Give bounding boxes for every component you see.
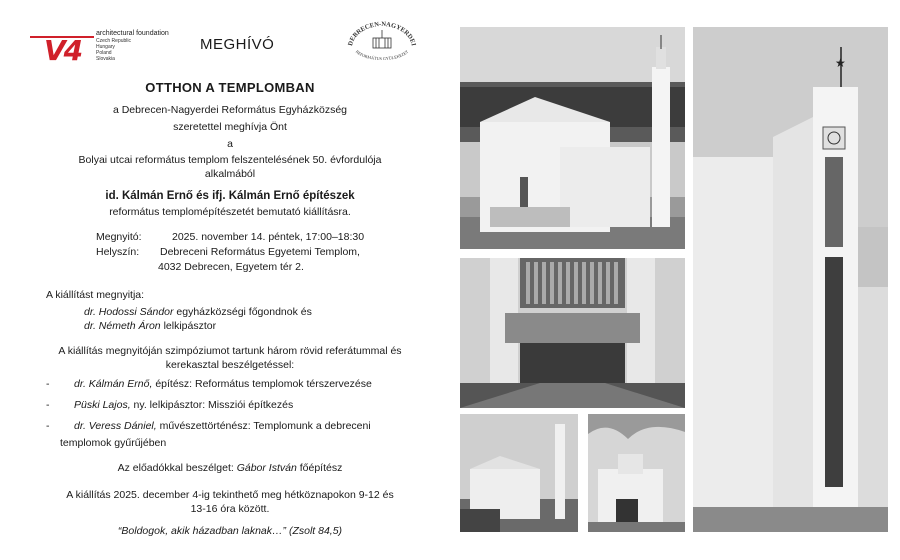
seal-top-text: DEBRECEN-NAGYERDEI (347, 20, 417, 47)
talk-dash: - (46, 420, 50, 432)
talk-title: ny. lelkipásztor: Missziói építkezés (130, 399, 294, 411)
moderator-pre: Az előadókkal beszélget: (117, 462, 237, 474)
symposium-intro (20, 344, 440, 372)
opener-role: lelkipásztor (160, 320, 217, 332)
visiting-hours (20, 488, 440, 516)
country: Poland (96, 50, 112, 56)
speaker-name: dr. Kálmán Ernő, (74, 378, 153, 390)
opening-heading: A kiállítást megnyitja: (46, 289, 145, 301)
bible-quote (20, 524, 440, 538)
architects-names: id. Kálmán Ernő és ifj. Kálmán Ernő építészek (105, 190, 355, 202)
talk-dash: - (46, 399, 50, 411)
photo-church-side (460, 414, 578, 532)
country: Slovakia (96, 56, 115, 62)
opener-1 (84, 305, 312, 319)
logo-countries (96, 38, 131, 62)
visit-line: A kiállítás 2025. december 4-ig tekinthető meg hétköznapokon 9-12 és (66, 489, 394, 501)
venue-address: 4032 Debrecen, Egyetem tér 2. (158, 261, 304, 273)
invite-text (20, 103, 440, 181)
symposium-line: kerekasztal beszélgetéssel: (165, 359, 295, 371)
opening-value: 2025. november 14. péntek, 17:00–18:30 (172, 231, 365, 243)
opener-role: egyházközségi főgondnok és (173, 306, 312, 318)
seal-bottom-text: REFORMÁTUS GYÜLEKEZET (354, 49, 410, 62)
photo-church-exterior (460, 27, 685, 249)
invite-line: Bolyai utcai református templom felszentelésének 50. évfordulója (78, 154, 382, 166)
talk-item (74, 419, 371, 433)
church-seal-icon (342, 18, 422, 62)
invite-line: a (227, 138, 233, 150)
opener-name: dr. Hodossi Sándor (84, 306, 174, 318)
moderator-line (20, 461, 440, 475)
moderator-name: Gábor István (236, 462, 297, 474)
invite-line: alkalmából (204, 168, 256, 180)
photo-church-tower (693, 27, 888, 532)
svg-text:REFORMÁTUS GYÜLEKEZET (355, 49, 410, 61)
venue-value: Debreceni Református Egyetemi Templom, (160, 246, 360, 258)
visit-line: 13-16 óra között. (190, 503, 270, 515)
country: Czech Republic (96, 38, 132, 44)
speaker-name: dr. Veress Dániel, (74, 420, 157, 432)
country: Hungary (96, 44, 115, 50)
talk-item (74, 398, 293, 412)
photo-church-front (588, 414, 685, 532)
invite-line: a Debrecen-Nagyerdei Református Egyházközség (112, 104, 348, 116)
invite-line: református templomépítészetét bemutató kiállításra. (109, 206, 351, 218)
opener-2 (84, 319, 216, 333)
talk-title-continued: templomok gyűrűjében (60, 437, 167, 449)
opening-label: Megnyitó: (96, 231, 142, 243)
star-icon: ★ (835, 56, 846, 70)
exhibition-title: OTTHON A TEMPLOMBAN (145, 80, 315, 95)
symposium-line: A kiállítás megnyitóján szimpóziumot tartunk három rövid referátummal és (58, 345, 402, 357)
talk-title: építész: Református templomok térszervezése (152, 378, 372, 390)
quote-ref: (Zsolt 84,5) (286, 525, 343, 537)
venue-label: Helyszín: (96, 246, 140, 258)
quote-text: “Boldogok, akik házadban laknak…” (117, 525, 287, 537)
invitation-heading: MEGHÍVÓ (200, 36, 275, 53)
speaker-name: Püski Lajos, (74, 399, 131, 411)
moderator-post: főépítész (296, 462, 343, 474)
v4-logo: V4 (44, 34, 82, 67)
talk-title: művészettörténész: Templomunk a debreceni (156, 420, 371, 432)
opener-name: dr. Németh Áron (84, 320, 161, 332)
logo-title: architectural foundation (96, 30, 169, 37)
talk-dash: - (46, 378, 50, 390)
invite-line: szeretettel meghívja Önt (173, 121, 287, 133)
talk-item (74, 377, 372, 391)
photo-organ-interior (460, 258, 685, 408)
